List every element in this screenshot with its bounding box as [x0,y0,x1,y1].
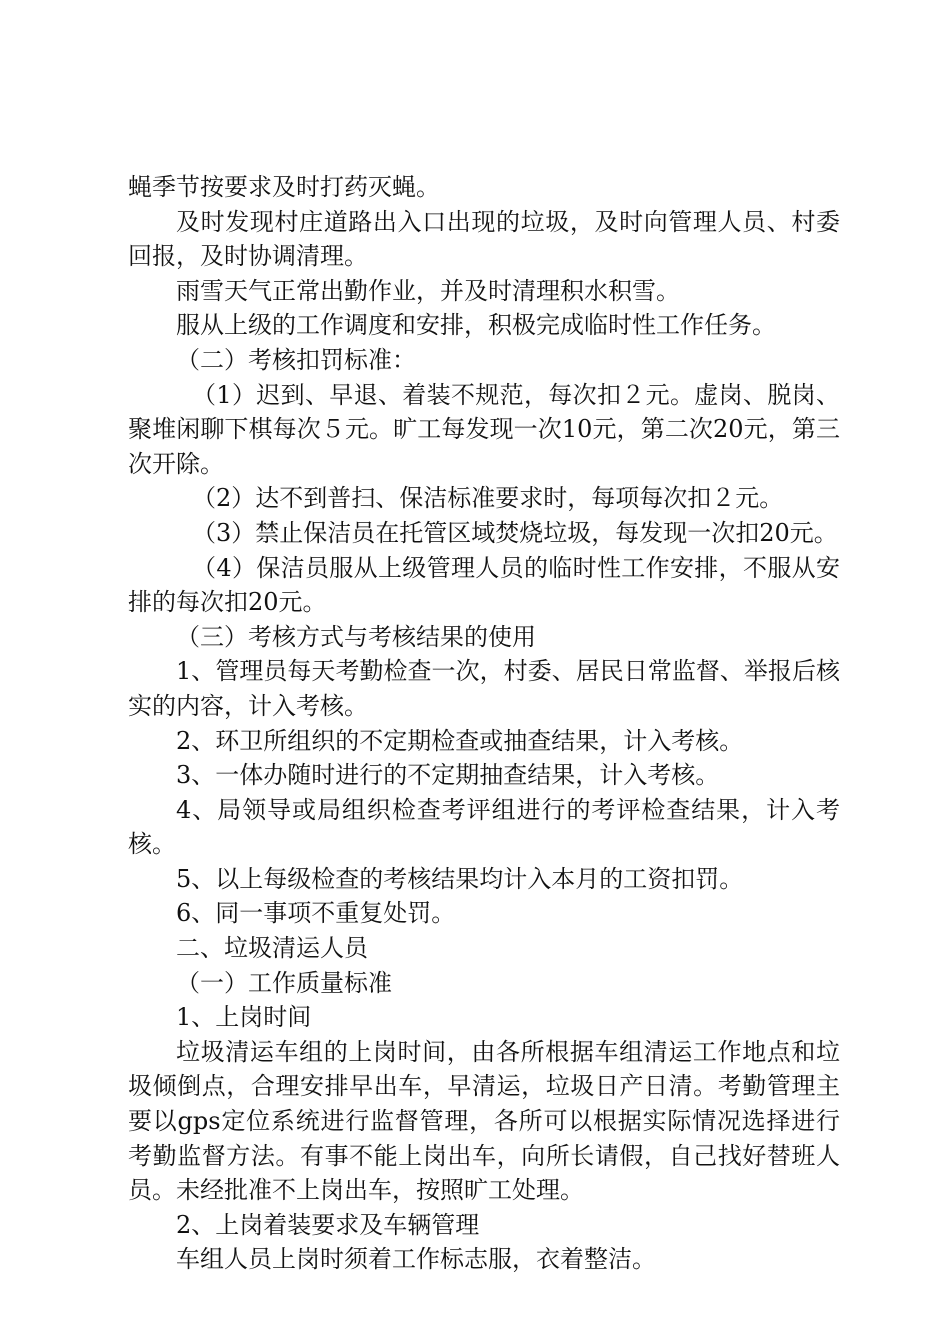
paragraph-assess-3: 3、一体办随时进行的不定期抽查结果，计入考核。 [176,761,720,790]
section-heading-dress: 2、上岗着装要求及车辆管理 [176,1210,480,1239]
paragraph-weather: 雨雪天气正常出勤作业，并及时清理积水积雪。 [176,276,680,305]
paragraph-garbage-report: 及时发现村庄道路出入口出现的垃圾，及时向管理人员、村委回报，及时协调清理。 [128,207,840,271]
paragraph-assess-4: 4、局领导或局组织检查考评组进行的考评检查结果，计入考核。 [128,795,840,859]
paragraph-assess-1: 1、管理员每天考勤检查一次，村委、居民日常监督、举报后核实的内容，计入考核。 [128,657,840,720]
paragraph-mosquito: 蝇季节按要求及时打药灭蝇。 [128,173,440,201]
paragraph-rule-3: （3）禁止保洁员在托管区域焚烧垃圾，每发现一次扣20元。 [192,518,838,547]
section-heading-collectors: 二、垃圾清运人员 [176,934,368,963]
paragraph-assess-6: 6、同一事项不重复处罚。 [176,899,456,928]
paragraph-assess-5: 5、以上每级检查的考核结果均计入本月的工资扣罚。 [176,864,744,893]
paragraph-rule-1: （1）迟到、早退、着装不规范，每次扣２元。虚岗、脱岗、聚堆闲聊下棋每次５元。旷工每发现一次10元，第二次20元，第三次开除。 [128,380,840,478]
section-heading-penalty: （二）考核扣罚标准： [176,345,416,374]
paragraph-rule-2: （2）达不到普扫、保洁标准要求时，每项每次扣２元。 [192,484,784,513]
document-body [128,170,840,1277]
section-heading-assessment: （三）考核方式与考核结果的使用 [176,622,536,651]
paragraph-hours: 垃圾清运车组的上岗时间，由各所根据车组清运工作地点和垃圾倾倒点，合理安排早出车，早清运，垃圾日产日清。考勤管理主要以gps定位系统进行监督管理，各所可以根据实际情况选择进行考勤监督方法。有事不能上岗出车，向所长请假，自己找好替班人员。未经批准不上岗出车，按照旷工处理。 [128,1037,840,1205]
section-heading-hours: 1、上岗时间 [176,1003,312,1032]
paragraph-dress: 车组人员上岗时须着工作标志服，衣着整洁。 [176,1245,656,1274]
paragraph-rule-4: （4）保洁员服从上级管理人员的临时性工作安排，不服从安排的每次扣20元。 [128,553,840,617]
paragraph-assess-2: 2、环卫所组织的不定期检查或抽查结果，计入考核。 [176,726,744,755]
section-heading-quality: （一）工作质量标准 [176,968,392,997]
paragraph-obey: 服从上级的工作调度和安排，积极完成临时性工作任务。 [176,311,776,340]
